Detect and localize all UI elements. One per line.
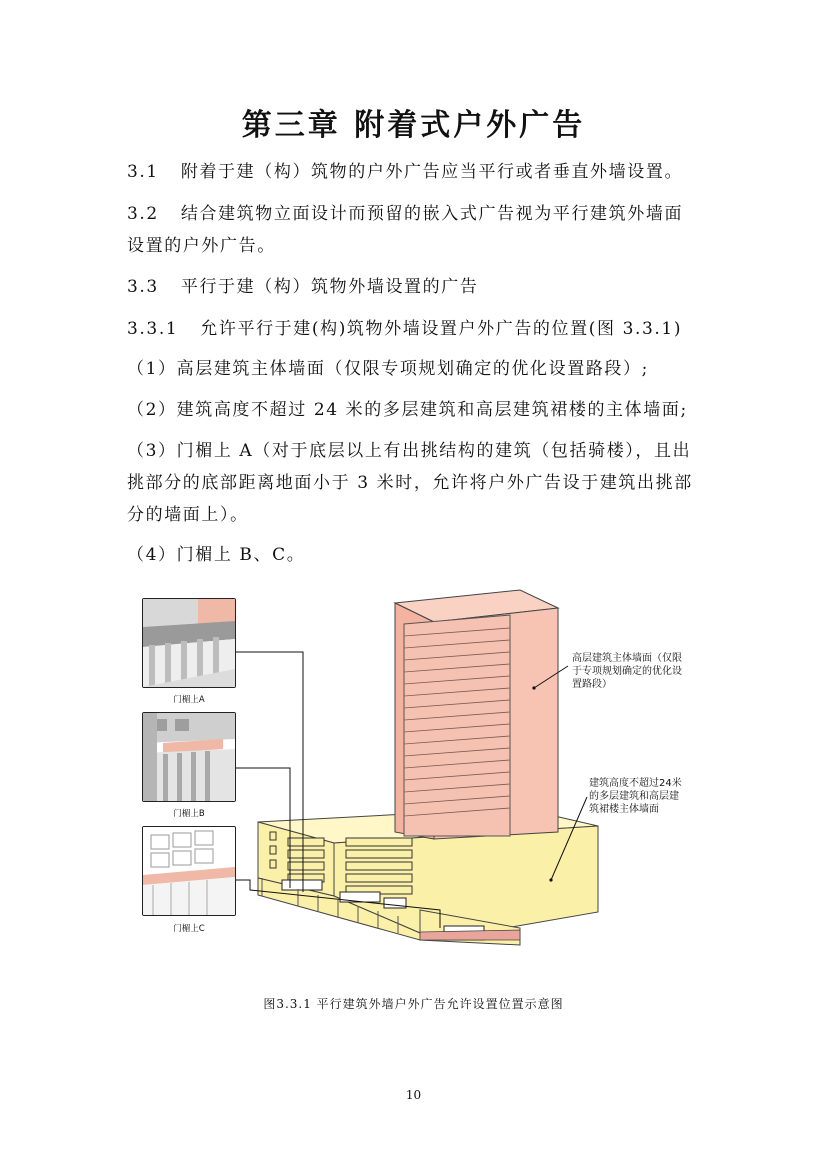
chapter-title: 第三章 附着式户外广告 <box>241 108 586 143</box>
para-text: 允许平行于建(构)筑物外墙设置户外广告的位置(图 3.3.1) <box>200 319 683 339</box>
para-number: 3.3 <box>127 277 159 297</box>
note-line: 于专项规划确定的优化设 <box>572 666 682 677</box>
para-text: 结合建筑物立面设计而预留的嵌入式广告视为平行建筑外墙面 <box>180 204 684 224</box>
list-item-1: （1）高层建筑主体墙面（仅限专项规划确定的优化设置路段）; <box>127 359 649 379</box>
para-number: 3.2 <box>127 204 159 224</box>
note-line: 的多层建筑和高层建 <box>589 791 679 802</box>
para-3-2-cont: 设置的户外广告。 <box>127 236 276 256</box>
lintel-sign-band <box>420 930 520 940</box>
list-item-3-line1: （3）门楣上 A（对于底层以上有出挑结构的建筑（包括骑楼），且出 <box>127 441 692 461</box>
para-number: 3.1 <box>127 162 159 182</box>
label-a: 门楣上A <box>173 695 205 705</box>
para-text: 平行于建（构）筑物外墙设置的广告 <box>180 277 479 297</box>
label-b: 门楣上B <box>173 809 205 819</box>
note-line: 置路段） <box>572 679 612 690</box>
para-text: 附着于建（构）筑物的户外广告应当平行或者垂直外墙设置。 <box>180 162 684 182</box>
para-number: 3.3.1 <box>127 319 179 339</box>
list-item-3-line3: 分的墙面上）。 <box>127 505 249 525</box>
note-line: 高层建筑主体墙面（仅限 <box>572 653 682 664</box>
list-item-3-line2: 挑部分的底部距离地面小于 3 米时，允许将户外广告设于建筑出挑部 <box>127 473 693 493</box>
note-line: 建筑高度不超过24米 <box>589 778 682 789</box>
note-low-rise <box>589 777 682 816</box>
note-high-rise <box>572 652 682 691</box>
figure-caption: 图3.3.1 平行建筑外墙户外广告允许设置位置示意图 <box>263 997 564 1011</box>
list-item-2: （2）建筑高度不超过 24 米的多层建筑和高层建筑裙楼的主体墙面; <box>127 400 688 420</box>
label-c: 门楣上C <box>173 924 205 934</box>
note-line: 筑裙楼主体墙面 <box>589 804 659 815</box>
list-item-4: （4）门楣上 B、C。 <box>127 545 306 565</box>
page-number: 10 <box>405 1088 422 1102</box>
